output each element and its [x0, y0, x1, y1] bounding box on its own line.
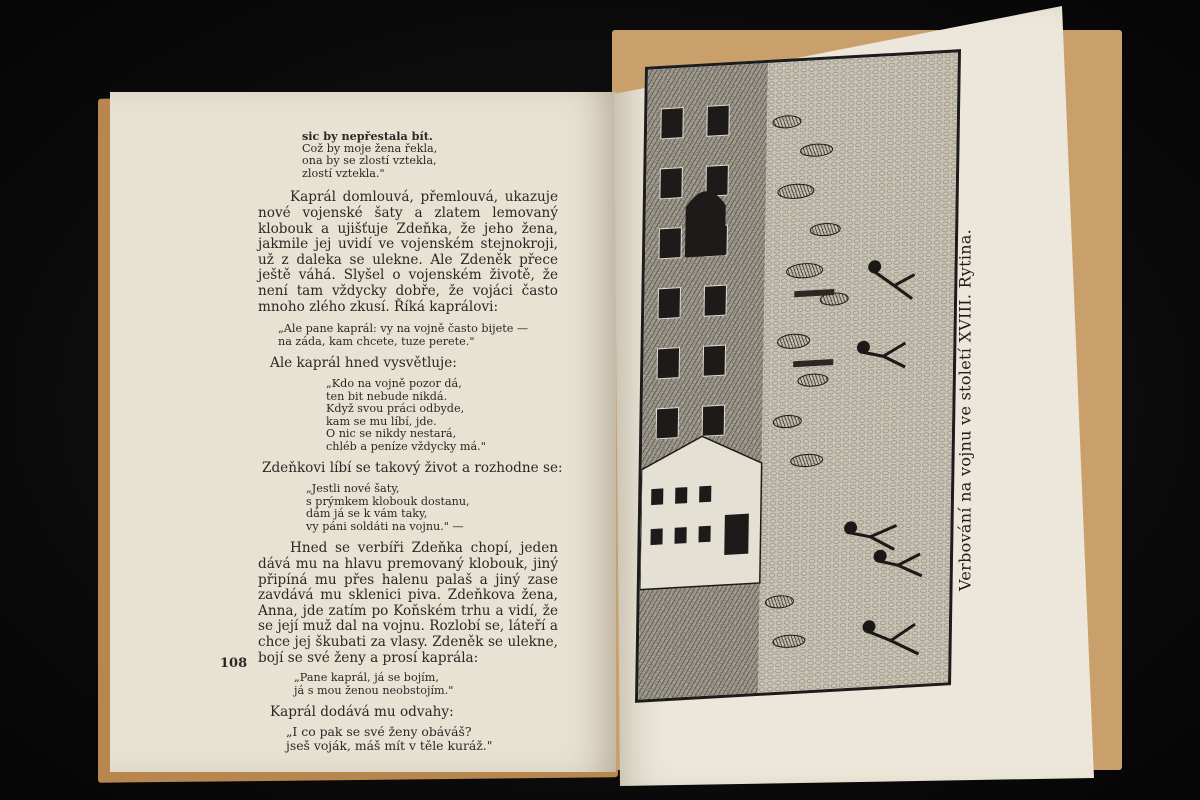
verse-6 [286, 725, 570, 753]
paragraph-4: Hned se verbíři Zdeňka chopí, jeden dává mu na hlavu premovaný klobouk, jiný připíná mu přes halenu palaš a jiný zase zavdává mu sklenici piva. Zdeňkova žena, Anna, jde zatím po Koňském trhu a vidí, že se její muž dal na vojnu. Rozlobí se, láteří a chce jej škubati za vlasy. Zdeněk se ulekne, bojí se své ženy a prosí kaprála: [258, 540, 558, 666]
verse-line: Což by moje žena řekla, [302, 141, 438, 155]
engraving-illustration [635, 49, 961, 703]
verse-3 [326, 378, 570, 454]
verse-line: jseš voják, máš mít v těle kuráž." [286, 737, 493, 753]
verse-line: „Pane kaprál, já se bojím, [294, 671, 439, 685]
verse-line: ona by se zlostí vztekla, [302, 154, 437, 168]
verse-4 [306, 483, 570, 533]
paragraph-2: Ale kaprál hned vysvětluje: [270, 355, 457, 372]
verse-line: s prýmkem klobouk dostanu, [306, 494, 470, 508]
page-number: 108 [220, 656, 248, 671]
verse-line: kam se mu líbí, jde. [326, 414, 437, 428]
verse-line: vy páni soldáti na vojnu." — [306, 519, 464, 533]
paragraph-5: Kaprál dodává mu odvahy: [270, 704, 454, 721]
left-page-text [150, 130, 570, 753]
verse-line: zlostí vztekla." [302, 166, 385, 180]
verse-line: O nic se nikdy nestará, [326, 427, 457, 441]
verse-line: Když svou práci odbyde, [326, 402, 465, 416]
verse-line: na záda, kam chcete, tuze perete." [278, 334, 475, 348]
verse-line: já s mou ženou neobstojím." [294, 683, 454, 697]
verse-line: dám já se k vám taky, [306, 507, 428, 521]
verse-5 [294, 672, 570, 697]
verse-line: chléb a peníze vždycky má." [326, 439, 486, 453]
verse-line: ten bit nebude nikdá. [326, 389, 448, 403]
verse-line: „Jestli nové šaty, [306, 482, 400, 496]
verse-line: „Kdo na vojně pozor dá, [326, 376, 462, 390]
verse-line: „I co pak se své ženy obáváš? [286, 723, 472, 739]
verse-line: „Ale pane kaprál: vy na vojně často bijete — [278, 322, 529, 336]
engraving-caption: Verbování na vojnu ve století XVIII. Rytina. [955, 228, 975, 592]
engraving-scene [638, 52, 958, 699]
paragraph-1: Kaprál domlouvá, přemlouvá, ukazuje nové vojenské šaty a zlatem lemovaný klobouk a ujišťuje Zdeňka, že jeho žena, jakmile jej uvidí ve vojenském stejnokroji, už z daleka se ulekne. Ale Zdeněk přece ještě váhá. Slyšel o vojenském životě, že není tam vždycky dobře, že vojáci často mnoho zlého zkusí. Říká kaprálovi: [258, 189, 558, 315]
paragraph-3: Zdeňkovi líbí se takový život a rozhodne se: [262, 460, 563, 477]
verse-2 [278, 323, 570, 348]
verse-line: sic by nepřestala bít. [302, 129, 433, 143]
verse-1 [302, 130, 570, 180]
